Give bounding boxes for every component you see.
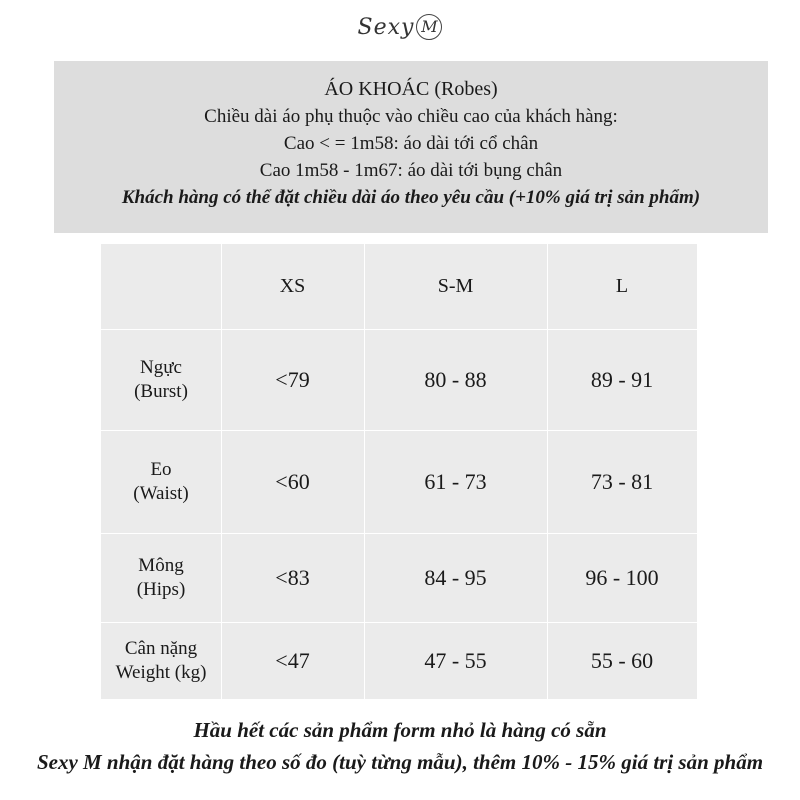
weight-l-value: 55 - 60: [590, 647, 654, 673]
bust-xs-value: <79: [275, 366, 310, 392]
row-label-primary: Eo: [150, 458, 172, 480]
row-label-primary: Mông: [138, 554, 184, 576]
row-label-secondary: (Hips): [136, 578, 186, 600]
brand-logo-text: Sexy: [357, 15, 415, 40]
row-label-bust: [101, 329, 221, 430]
panel-title: ÁO KHOÁC (Robes): [324, 78, 498, 100]
column-header-sm: S-M: [437, 275, 474, 297]
waist-xs-value: <60: [275, 468, 310, 494]
brand-logo-mark: M: [416, 14, 442, 40]
brand-logo: [0, 0, 800, 55]
length-rule-medium: Cao 1m58 - 1m67: áo dài tới bụng chân: [259, 160, 563, 181]
stock-note: Hầu hết các sản phẩm form nhỏ là hàng có sẵn: [193, 718, 607, 742]
row-label-secondary: (Waist): [133, 482, 189, 504]
size-chart-table: [101, 244, 697, 699]
row-label-secondary: (Burst): [134, 380, 188, 402]
waist-l-value: 73 - 81: [590, 468, 654, 494]
bust-sm-value: 80 - 88: [424, 366, 487, 392]
footer-notes: [0, 714, 800, 778]
hips-xs-value: <83: [275, 564, 310, 590]
row-label-primary: Cân nặng: [124, 637, 198, 659]
row-label-hips: [101, 533, 221, 622]
row-label-waist: [101, 430, 221, 533]
length-rule-short: Cao < = 1m58: áo dài tới cổ chân: [283, 133, 539, 154]
custom-length-note: Khách hàng có thể đặt chiều dài áo theo yêu cầu (+10% giá trị sản phẩm): [121, 187, 701, 208]
row-label-weight: [101, 622, 221, 699]
hips-l-value: 96 - 100: [585, 564, 659, 590]
length-intro: Chiều dài áo phụ thuộc vào chiều cao của khách hàng:: [204, 106, 618, 127]
robe-info-panel: [54, 61, 768, 233]
column-header-xs: XS: [279, 275, 306, 297]
row-label-secondary: Weight (kg): [115, 661, 207, 683]
row-label-primary: Ngực: [140, 356, 182, 378]
hips-sm-value: 84 - 95: [424, 564, 487, 590]
column-header-l: L: [615, 275, 629, 297]
weight-sm-value: 47 - 55: [424, 647, 487, 673]
custom-order-note: Sexy M nhận đặt hàng theo số đo (tuỳ từng mẫu), thêm 10% - 15% giá trị sản phẩm: [36, 750, 764, 774]
waist-sm-value: 61 - 73: [424, 468, 487, 494]
weight-xs-value: <47: [275, 647, 310, 673]
bust-l-value: 89 - 91: [590, 366, 654, 392]
